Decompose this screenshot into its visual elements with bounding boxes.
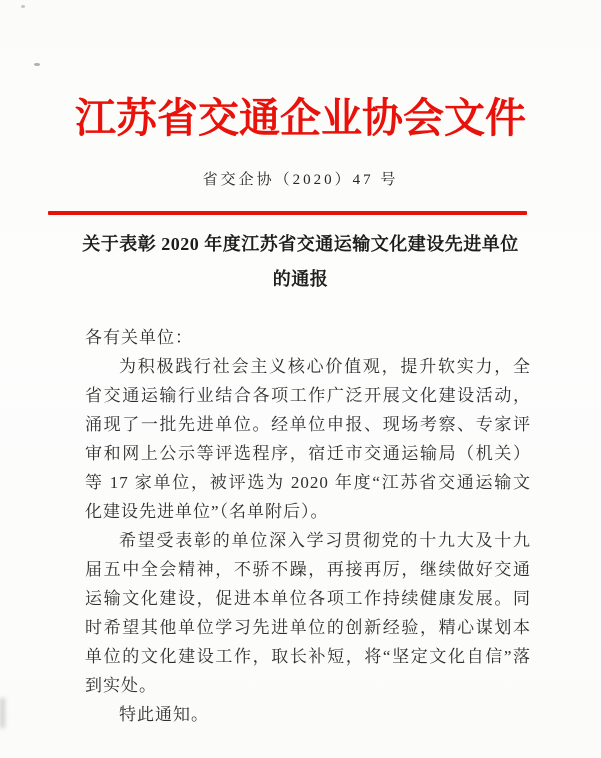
document-subject (0, 227, 601, 297)
scan-artifact (21, 5, 25, 8)
closing-note: 特此通知。 (119, 705, 209, 724)
subject-line-1: 关于表彰 2020 年度江苏省交通运输文化建设先进单位 (82, 234, 519, 254)
red-divider-line (48, 211, 527, 215)
salutation: 各有关单位： (85, 328, 193, 347)
subject-line-2: 的通报 (272, 269, 329, 289)
doc-number: 省交企协（2020）47 号 (202, 172, 399, 188)
document-body (85, 323, 531, 729)
scan-artifact (0, 698, 5, 728)
scan-artifact (34, 63, 40, 66)
body-paragraph-1: 为积极践行社会主义核心价值观，提升软实力，全省交通运输行业结合各项工作广泛开展文化建设活动，涌现了一批先进单位。经单位申报、现场考察、专家评审和网上公示等评选程序，宿迁市交通运输局（机关）等 17 家单位，被评选为 2020 年度“江苏省交通运输文化建设先进单位”（名单附后）。 (85, 357, 531, 521)
body-paragraph-2: 希望受表彰的单位深入学习贯彻党的十九大及十九届五中全会精神，不骄不躁，再接再厉，继续做好交通运输文化建设，促进本单位各项工作持续健康发展。同时希望其他单位学习先进单位的创新经验，精心谋划本单位的文化建设工作，取长补短，将“坚定文化自信”落到实处。 (85, 531, 531, 695)
org-letterhead-title: 江苏省交通企业协会文件 (75, 95, 526, 141)
document-header (0, 95, 601, 215)
